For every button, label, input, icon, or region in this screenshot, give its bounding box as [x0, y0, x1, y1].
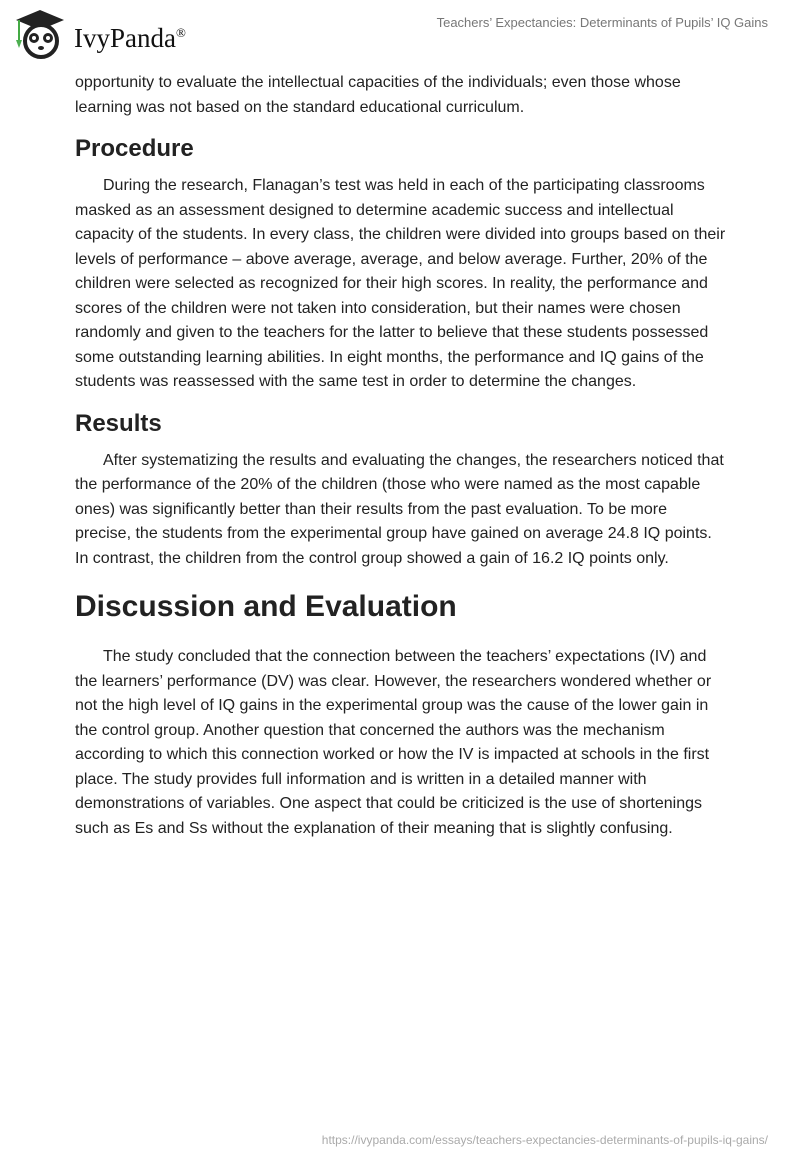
- ivypanda-logo[interactable]: [12, 8, 186, 60]
- discussion-paragraph: The study concluded that the connection between the teachers’ expectations (IV) and the learners’ performance (DV) was clear. However, the researchers wondered whether or not the high level of IQ gains in the experimental group was the cause of the lower gain in the control group. Another question that concerned the authors was the mechanism according to which this connection worked or how the IV is impacted at schools in the first place. The study provides full information and is written in a detailed manner with demonstrations of variables. One aspect that could be criticized is the use of shortenings such as Es and Ss without the explanation of their meaning that is slightly confusing.: [75, 648, 712, 837]
- panda-graduate-icon: [12, 8, 68, 60]
- document-title: Teachers’ Expectancies: Determinants of Pupils’ IQ Gains: [436, 15, 768, 30]
- source-url[interactable]: https://ivypanda.com/essays/teachers-expectancies-determinants-of-pupils-iq-gains/: [321, 1133, 768, 1147]
- procedure-paragraph: During the research, Flanagan’s test was held in each of the participating classrooms masked as an assessment designed to determine academic success and intellectual capacity of the students. In every class, the children were divided into groups based on their levels of performance – above average, average, and below average. Further, 20% of the children were selected as recognized for their high scores. In reality, the performance and scores of the children were not taken into consideration, but their names were chosen randomly and given to the teachers for the latter to believe that these students possessed some outstanding learning abilities. In eight months, the performance and IQ gains of the students was reassessed with the same test in order to determine the changes.: [75, 177, 726, 390]
- results-heading: Results: [75, 409, 162, 437]
- registered-mark: ®: [175, 24, 186, 40]
- discussion-heading: Discussion and Evaluation: [75, 590, 457, 623]
- procedure-heading: Procedure: [75, 135, 194, 162]
- essay-content: [75, 71, 727, 841]
- intro-paragraph: opportunity to evaluate the intellectual capacities of the individuals; even those whose learning was not based on the standard educational curriculum.: [75, 74, 681, 116]
- logo-text: IvyPanda: [74, 22, 176, 53]
- results-paragraph: After systematizing the results and evaluating the changes, the researchers noticed that the performance of the 20% of the children (those who were named as the most capable ones) was significantly better than their results from the past evaluation. To be more precise, the students from the experimental group have gained on average 24.8 IQ points. In contrast, the children from the control group showed a gain of 16.2 IQ points only.: [75, 451, 724, 567]
